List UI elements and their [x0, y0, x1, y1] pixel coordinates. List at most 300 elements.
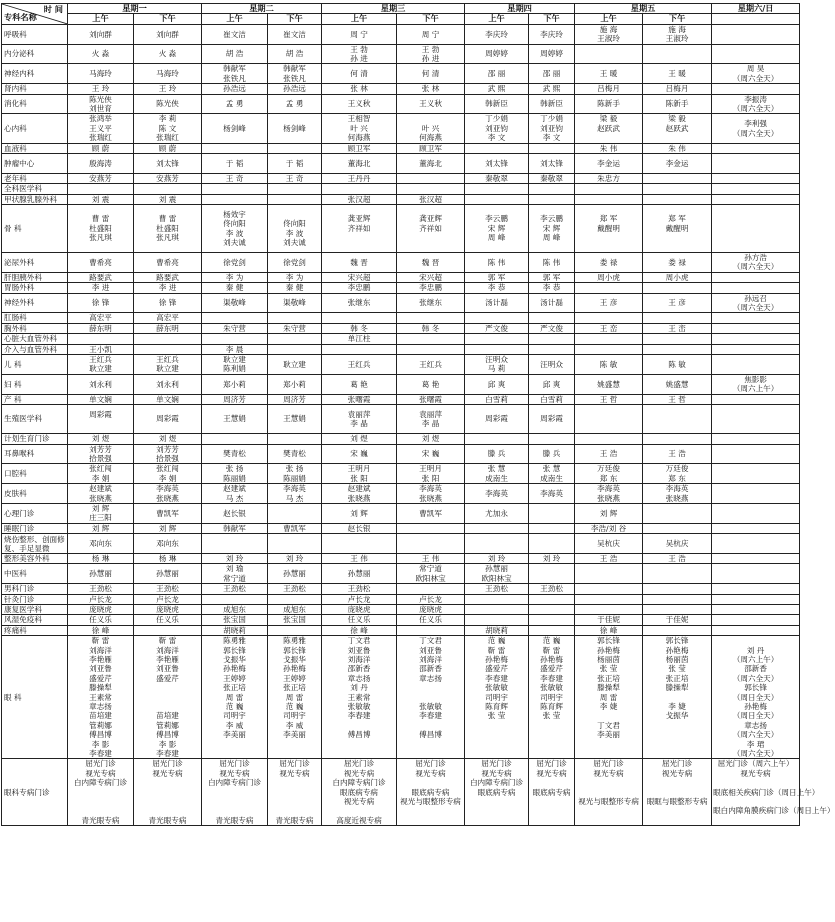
doctor-name: 耿立建: [156, 364, 179, 374]
weekend-cell: [712, 534, 800, 554]
doctor-cell: [68, 594, 134, 604]
doctor-name: 张 慧: [487, 464, 506, 474]
doctor-name: [269, 313, 320, 322]
dept-row: [2, 64, 800, 84]
dept-row: [2, 84, 800, 94]
dept-row: [2, 173, 800, 183]
doctor-cell: [575, 759, 643, 826]
doctor-name: [69, 806, 132, 815]
doctor-name: 李海英: [597, 484, 620, 494]
doctor-name: [203, 806, 266, 815]
doctor-name: 杨丽茵: [665, 655, 689, 665]
doctor-name: [69, 797, 132, 806]
doctor-name: 马 杰: [225, 493, 244, 503]
doctor-name: [269, 539, 320, 548]
doctor-name: [576, 595, 641, 604]
doctor-cell: [322, 405, 397, 434]
doctor-name: 张凡琪: [156, 233, 179, 243]
doctor-name: 于 韬: [285, 158, 304, 168]
dept-name: 中医科: [2, 564, 68, 584]
doctor-name: 万廷俊: [665, 464, 689, 474]
doctor-cell: [202, 293, 268, 313]
doctor-name: 顾 蔚: [91, 143, 110, 153]
doctor-name: 范 巍: [487, 636, 506, 646]
dept-name: 泌尿外科: [2, 253, 68, 273]
doctor-name: 屈光门诊: [279, 759, 310, 769]
doctor-name: 陈丽娟: [223, 473, 246, 483]
weekend-cell: [712, 605, 800, 615]
doctor-cell: [465, 94, 529, 114]
doctor-name: 王 玲: [158, 84, 177, 94]
doctor-cell: [643, 84, 712, 94]
doctor-name: [713, 626, 798, 635]
doctor-name: 梁 毅: [599, 114, 618, 124]
doctor-cell: [575, 523, 643, 533]
doctor-name: 王 浩: [599, 554, 618, 564]
doctor-name: [530, 509, 573, 518]
doctor-cell: [134, 615, 202, 625]
doctor-name: 武 熙: [542, 84, 561, 94]
doctor-cell: [322, 564, 397, 584]
doctor-name: 王 奇: [225, 173, 244, 183]
doctor-cell: [397, 594, 465, 604]
doctor-name: 王淑玲: [665, 34, 689, 44]
doctor-name: 章志扬: [744, 720, 767, 730]
doctor-cell: [465, 283, 529, 293]
doctor-name: 李 波: [225, 228, 244, 238]
doctor-name: 张 莹: [668, 664, 686, 674]
doctor-name: （周六上午）: [732, 384, 779, 394]
dept-name: 妇 科: [2, 374, 68, 394]
doctor-name: 秦 健: [285, 283, 304, 293]
doctor-name: 刘亚鲁: [89, 664, 112, 674]
doctor-cell: [643, 173, 712, 183]
doctor-cell: [322, 523, 397, 533]
doctor-name: [576, 313, 641, 322]
doctor-cell: [134, 464, 202, 484]
weekend-cell: [712, 184, 800, 194]
doctor-cell: [575, 504, 643, 524]
doctor-name: 王 浩: [668, 554, 686, 564]
doctor-cell: [268, 759, 322, 826]
doctor-name: 李 晨: [225, 344, 244, 354]
doctor-name: 李 娟: [158, 473, 177, 483]
doctor-cell: [268, 114, 322, 143]
doctor-cell: [529, 355, 575, 375]
doctor-cell: [202, 355, 268, 375]
doctor-name: 视光专病: [343, 768, 375, 778]
doctor-name: [644, 730, 710, 739]
doctor-name: [466, 334, 527, 343]
dept-name: 骨 科: [2, 205, 68, 253]
doctor-cell: [575, 194, 643, 204]
dept-name: 疼痛科: [2, 625, 68, 635]
doctor-name: 张晓燕: [597, 493, 620, 503]
doctor-cell: [202, 504, 268, 524]
doctor-name: [398, 313, 463, 322]
doctor-name: [530, 806, 573, 815]
dept-row: [2, 313, 800, 323]
doctor-name: 杜盛阳: [89, 223, 112, 233]
doctor-name: 周 峰: [487, 233, 506, 243]
doctor-cell: [529, 584, 575, 594]
doctor-name: 李春建: [89, 749, 112, 758]
doctor-name: [466, 595, 527, 604]
doctor-name: [466, 806, 527, 815]
doctor-name: [69, 788, 132, 797]
dept-name: 胃肠外科: [2, 283, 68, 293]
doctor-name: 周 雷: [225, 692, 244, 702]
doctor-cell: [465, 154, 529, 174]
doctor-cell: [202, 94, 268, 114]
doctor-name: 张 莹: [542, 711, 561, 721]
doctor-cell: [397, 154, 465, 174]
doctor-cell: [529, 44, 575, 64]
doctor-cell: [529, 484, 575, 504]
doctor-cell: [643, 94, 712, 114]
doctor-cell: [397, 374, 465, 394]
doctor-name: 视光专病: [415, 768, 446, 778]
doctor-name: [203, 749, 266, 758]
doctor-name: 李 婕: [599, 702, 618, 712]
weekend-cell: [712, 394, 800, 404]
weekend-cell: [712, 625, 800, 635]
doctor-name: [135, 184, 200, 193]
doctor-name: 齐祥如: [347, 223, 371, 233]
doctor-cell: [397, 636, 465, 759]
doctor-name: （周日全天）: [732, 711, 779, 721]
doctor-name: 葛 艳: [350, 379, 368, 389]
doctor-cell: [465, 584, 529, 594]
doctor-name: 顾卫军: [347, 143, 371, 153]
doctor-name: 韩献军: [223, 64, 246, 74]
dept-row: [2, 114, 800, 143]
dept-row: [2, 534, 800, 554]
doctor-name: 卢长龙: [89, 594, 112, 604]
doctor-cell: [575, 564, 643, 584]
doctor-cell: [575, 605, 643, 615]
doctor-cell: [202, 464, 268, 484]
doctor-name: 路要武: [89, 272, 112, 282]
doctor-cell: [134, 504, 202, 524]
doctor-cell: [643, 344, 712, 354]
dept-name: 产 科: [2, 394, 68, 404]
doctor-name: 龚亚辉: [419, 214, 442, 224]
doctor-name: 傅昌博: [419, 730, 442, 740]
doctor-name: 秦 健: [225, 283, 244, 293]
doctor-name: 视光专病: [536, 768, 567, 778]
doctor-cell: [68, 625, 134, 635]
doctor-name: [135, 334, 200, 343]
doctor-cell: [465, 194, 529, 204]
doctor-name: 张晓燕: [89, 493, 112, 503]
doctor-name: 董海北: [419, 158, 442, 168]
doctor-cell: [643, 464, 712, 484]
doctor-cell: [465, 405, 529, 434]
doctor-name: [530, 334, 573, 343]
doctor-cell: [643, 253, 712, 273]
doctor-cell: [322, 283, 397, 293]
doctor-name: [644, 195, 710, 204]
doctor-name: 王慧娟: [223, 414, 246, 424]
doctor-name: 视光专病: [481, 768, 512, 778]
doctor-name: （周六全天）: [732, 673, 779, 683]
doctor-cell: [529, 464, 575, 484]
doctor-cell: [322, 114, 397, 143]
doctor-name: 李 文: [542, 133, 561, 143]
doctor-name: [713, 159, 798, 168]
doctor-cell: [322, 444, 397, 464]
doctor-name: 王 哲: [668, 394, 686, 404]
doctor-cell: [68, 313, 134, 323]
doctor-name: 庞晓虎: [419, 605, 442, 615]
doctor-name: 张晓燕: [347, 493, 371, 503]
day-header-wed: 星期三: [322, 4, 465, 14]
doctor-cell: [575, 205, 643, 253]
doctor-name: 视光专病: [593, 768, 624, 778]
dept-name: 皮肤科: [2, 484, 68, 504]
doctor-name: 王明月: [419, 464, 442, 474]
dept-name: 肿瘤中心: [2, 154, 68, 174]
doctor-name: 徐 峰: [599, 625, 618, 635]
doctor-name: 卢长龙: [419, 594, 442, 604]
doctor-name: 陈利娟: [223, 364, 246, 374]
doctor-name: 眼底病专病: [411, 787, 450, 797]
doctor-name: [530, 626, 573, 635]
doctor-name: 张晓燕: [665, 493, 689, 503]
dept-name: 眼 科: [2, 636, 68, 759]
doctor-cell: [529, 143, 575, 153]
doctor-name: 陈 伟: [542, 257, 561, 267]
weekend-cell: [712, 759, 835, 826]
doctor-name: [398, 721, 463, 730]
am-header: 上午: [202, 14, 268, 24]
doctor-name: 宋兴超: [347, 272, 371, 282]
dept-name: 神经内科: [2, 64, 68, 84]
doctor-name: 滕操犁: [597, 683, 620, 693]
dept-row: [2, 323, 800, 333]
doctor-name: 王 彦: [599, 298, 618, 308]
doctor-name: [398, 334, 463, 343]
doctor-name: 李海英: [540, 488, 563, 498]
doctor-name: [398, 806, 463, 815]
doctor-cell: [465, 759, 529, 826]
doctor-name: [203, 740, 266, 749]
doctor-name: 周彩霞: [156, 414, 179, 424]
weekend-cell: [712, 334, 800, 344]
doctor-name: 张汉超: [347, 194, 371, 204]
doctor-name: [576, 816, 641, 825]
doctor-name: 郭长锋: [283, 645, 306, 655]
doctor-cell: [268, 154, 322, 174]
doctor-name: 杨 琳: [91, 554, 110, 564]
doctor-name: [323, 740, 395, 749]
doctor-name: 施 海: [668, 24, 686, 34]
doctor-name: 孙浩远: [223, 84, 246, 94]
dept-row: [2, 584, 800, 594]
doctor-name: 王素常: [347, 692, 371, 702]
doctor-name: [576, 806, 641, 815]
doctor-cell: [575, 154, 643, 174]
doctor-cell: [575, 394, 643, 404]
doctor-cell: [268, 283, 322, 293]
doctor-name: 邵新香: [419, 664, 442, 674]
doctor-cell: [575, 554, 643, 564]
doctor-cell: [397, 334, 465, 344]
weekend-cell: [712, 464, 800, 484]
weekend-cell: [712, 554, 800, 564]
doctor-cell: [529, 194, 575, 204]
doctor-name: 李海英: [283, 484, 306, 494]
ampm-header-row: [2, 14, 800, 24]
doctor-name: 马海玲: [156, 69, 179, 79]
doctor-name: [398, 114, 463, 123]
doctor-name: [713, 816, 798, 825]
doctor-name: [713, 469, 798, 478]
doctor-cell: [134, 293, 202, 313]
doctor-name: 孙艳梅: [665, 645, 689, 655]
doctor-name: 张 林: [350, 84, 368, 94]
doctor-cell: [529, 205, 575, 253]
doctor-cell: [643, 523, 712, 533]
doctor-name: 孙慧丽: [89, 569, 112, 579]
doctor-cell: [322, 313, 397, 323]
doctor-name: 胡晓莉: [223, 625, 246, 635]
doctor-name: [713, 524, 798, 533]
doctor-name: 郑 军: [668, 214, 686, 224]
doctor-cell: [575, 143, 643, 153]
doctor-cell: [134, 636, 202, 759]
doctor-name: 佟向阳: [223, 219, 246, 229]
doctor-name: 朱守营: [283, 323, 306, 333]
dept-row: [2, 594, 800, 604]
doctor-cell: [134, 605, 202, 615]
doctor-cell: [397, 444, 465, 464]
doctor-name: 樊青松: [283, 449, 306, 459]
doctor-name: [323, 539, 395, 548]
doctor-name: [713, 615, 798, 624]
doctor-name: [466, 434, 527, 443]
doctor-name: 屈光门诊: [343, 759, 375, 769]
doctor-name: 王 彦: [668, 298, 686, 308]
dept-row: [2, 334, 800, 344]
doctor-name: 胡晓莉: [485, 625, 508, 635]
doctor-cell: [322, 143, 397, 153]
doctor-name: [530, 184, 573, 193]
doctor-name: 张曙霞: [347, 394, 371, 404]
doctor-name: 苗培建: [89, 711, 112, 721]
doctor-cell: [68, 374, 134, 394]
doctor-name: 王红兵: [347, 359, 371, 369]
doctor-cell: [322, 334, 397, 344]
dept-row: [2, 24, 800, 44]
doctor-name: 曹凯军: [283, 523, 306, 533]
doctor-cell: [134, 272, 202, 282]
doctor-name: [530, 730, 573, 739]
doctor-cell: [397, 344, 465, 354]
doctor-name: 武 熙: [487, 84, 506, 94]
doctor-name: 张正培: [223, 683, 246, 693]
doctor-cell: [68, 283, 134, 293]
doctor-cell: [643, 504, 712, 524]
doctor-cell: [529, 253, 575, 273]
dept-name: 心脏大血管外科: [2, 334, 68, 344]
doctor-cell: [575, 594, 643, 604]
dept-row: [2, 355, 800, 375]
doctor-name: 杨剑峰: [283, 123, 306, 133]
doctor-cell: [268, 636, 322, 759]
doctor-name: 宋 辉: [542, 223, 561, 233]
doctor-cell: [268, 64, 322, 84]
dept-row: [2, 293, 800, 313]
doctor-cell: [68, 114, 134, 143]
doctor-name: 陈育辉: [540, 702, 563, 712]
doctor-name: [530, 539, 573, 548]
doctor-name: [135, 345, 200, 354]
doctor-cell: [268, 205, 322, 253]
doctor-name: 戈振华: [283, 655, 306, 665]
doctor-cell: [202, 194, 268, 204]
doctor-cell: [397, 405, 465, 434]
dept-name: 肛肠科: [2, 313, 68, 323]
doctor-cell: [322, 205, 397, 253]
doctor-name: 苗培建: [156, 711, 179, 721]
doctor-name: 郑 东: [599, 473, 618, 483]
doctor-name: 刘亚鲁: [347, 645, 371, 655]
doctor-name: 李 晶: [350, 419, 368, 429]
doctor-name: 张瑞红: [89, 133, 112, 143]
doctor-name: （周六全天）: [732, 128, 779, 138]
doctor-cell: [134, 143, 202, 153]
doctor-cell: [575, 253, 643, 273]
doctor-cell: [134, 205, 202, 253]
doctor-cell: [397, 64, 465, 84]
dept-name: 全科医学科: [2, 184, 68, 194]
doctor-name: 佟向阳: [283, 219, 306, 229]
doctor-name: [644, 334, 710, 343]
doctor-name: 周婷婷: [485, 49, 508, 59]
doctor-name: 胡 浩: [225, 49, 244, 59]
doctor-cell: [322, 194, 397, 204]
doctor-cell: [202, 605, 268, 615]
doctor-name: [135, 626, 200, 635]
doctor-name: [269, 749, 320, 758]
doctor-cell: [397, 605, 465, 615]
doctor-cell: [134, 173, 202, 183]
doctor-cell: [465, 293, 529, 313]
doctor-name: [323, 184, 395, 193]
doctor-name: [398, 184, 463, 193]
doctor-name: 盛爱芹: [485, 664, 508, 674]
doctor-cell: [643, 283, 712, 293]
doctor-name: [269, 210, 320, 219]
doctor-cell: [268, 24, 322, 44]
doctor-name: [644, 174, 710, 183]
doctor-name: [713, 395, 798, 404]
doctor-name: [398, 233, 463, 242]
doctor-cell: [465, 464, 529, 484]
doctor-cell: [202, 759, 268, 826]
doctor-name: 赵跃武: [597, 123, 620, 133]
doctor-cell: [397, 615, 465, 625]
doctor-name: 李忠鹏: [419, 283, 442, 293]
dept-name: 口腔科: [2, 464, 68, 484]
doctor-name: 滕操犁: [89, 683, 112, 693]
doctor-name: 李海英: [485, 488, 508, 498]
doctor-name: 赵长银: [223, 508, 246, 518]
doctor-cell: [397, 184, 465, 194]
doctor-cell: [643, 564, 712, 584]
